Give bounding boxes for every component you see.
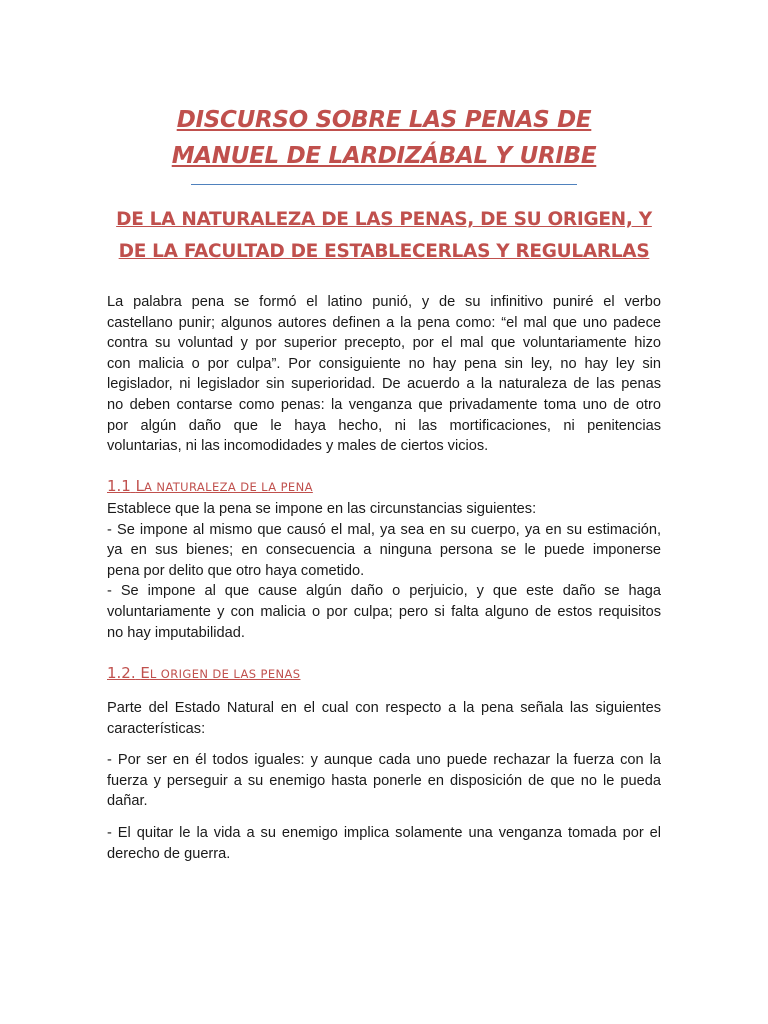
intro-line: La palabra pena se formó el latino punió, y de su infinitivo puniré el verbo [107,294,661,310]
section1-line: Establece que la pena se impone en las circunstancias siguientes: [107,501,537,517]
section1-line: voluntariamente y con malicia o por culpa; pero si falta alguno de estos requisitos [107,603,661,620]
section-initial: E [140,664,150,682]
section-heading-1-2 [107,663,300,684]
section1-line: no hay imputabilidad. [107,624,245,641]
section2-line: fuerza y perseguir a su enemigo hasta ponerle en disposición de que no le pueda [107,772,661,789]
section2-paragraph-2 [107,750,661,812]
section-title-rest: A NATURALEZA DE LA PENA [144,480,313,494]
section2-line: características: [107,720,206,737]
section1-line: pena por delito que otro haya cometido. [107,562,365,579]
intro-line: voluntarias, ni las incomodidades y males de ciertos vicios. [107,438,489,455]
section2-line: - Por ser en él todos iguales: y aunque cada uno puede rechazar la fuerza con la [107,752,661,768]
intro-line: contra su voluntad y por superior precepto, por el mal que voluntariamente hizo [107,335,661,352]
section-number: 1.1 [107,477,131,495]
section1-line: ya en sus bienes; en consecuencia a ninguna persona se le puede imponerse [107,542,661,559]
subtitle-line-1: DE LA NATURALEZA DE LAS PENAS, DE SU ORIGEN, Y [116,209,652,230]
section2-paragraph-3 [107,823,661,864]
section-number: 1.2. [107,664,136,682]
document-subtitle [0,204,768,268]
subtitle-line-2: DE LA FACULTAD DE ESTABLECERLAS Y REGULARLAS [118,241,650,262]
document-title [0,102,768,174]
section2-paragraph-1 [107,698,661,739]
section2-line: derecho de guerra. [107,845,231,862]
intro-line: por algún daño que le haya hecho, ni las mortificaciones, ni penitencias [107,417,661,434]
section-initial: L [135,477,144,495]
title-line-1: DISCURSO SOBRE LAS PENAS DE [176,107,592,133]
intro-line: no deben contarse como penas: la venganza que privadamente toma uno de otro [107,396,661,413]
section1-line: - Se impone al mismo que causó el mal, ya sea en su cuerpo, ya en su estimación, [107,521,661,538]
section-heading-1-1 [107,476,313,497]
section2-line: Parte del Estado Natural en el cual con respecto a la pena señala las siguientes [107,700,661,716]
intro-line: con malicia o por culpa”. Por consiguiente no hay pena sin ley, no hay ley sin [107,355,661,372]
section1-paragraph [107,499,661,643]
section1-line: - Se impone al que cause algún daño o perjuicio, y que este daño se haga [107,583,661,600]
title-divider [191,184,577,185]
section2-line: dañar. [107,793,148,810]
intro-paragraph [107,292,661,457]
section2-line: - El quitar le la vida a su enemigo implica solamente una venganza tomada por el [107,825,661,841]
section-title-rest: L ORIGEN DE LAS PENAS [149,667,301,681]
title-line-2: MANUEL DE LARDIZÁBAL Y URIBE [171,143,597,169]
intro-line: castellano punir; algunos autores definen a la pena como: “el mal que uno padece [107,314,661,331]
intro-line: legislador, ni legislador sin superioridad. De acuerdo a la naturaleza de las penas [107,376,661,393]
